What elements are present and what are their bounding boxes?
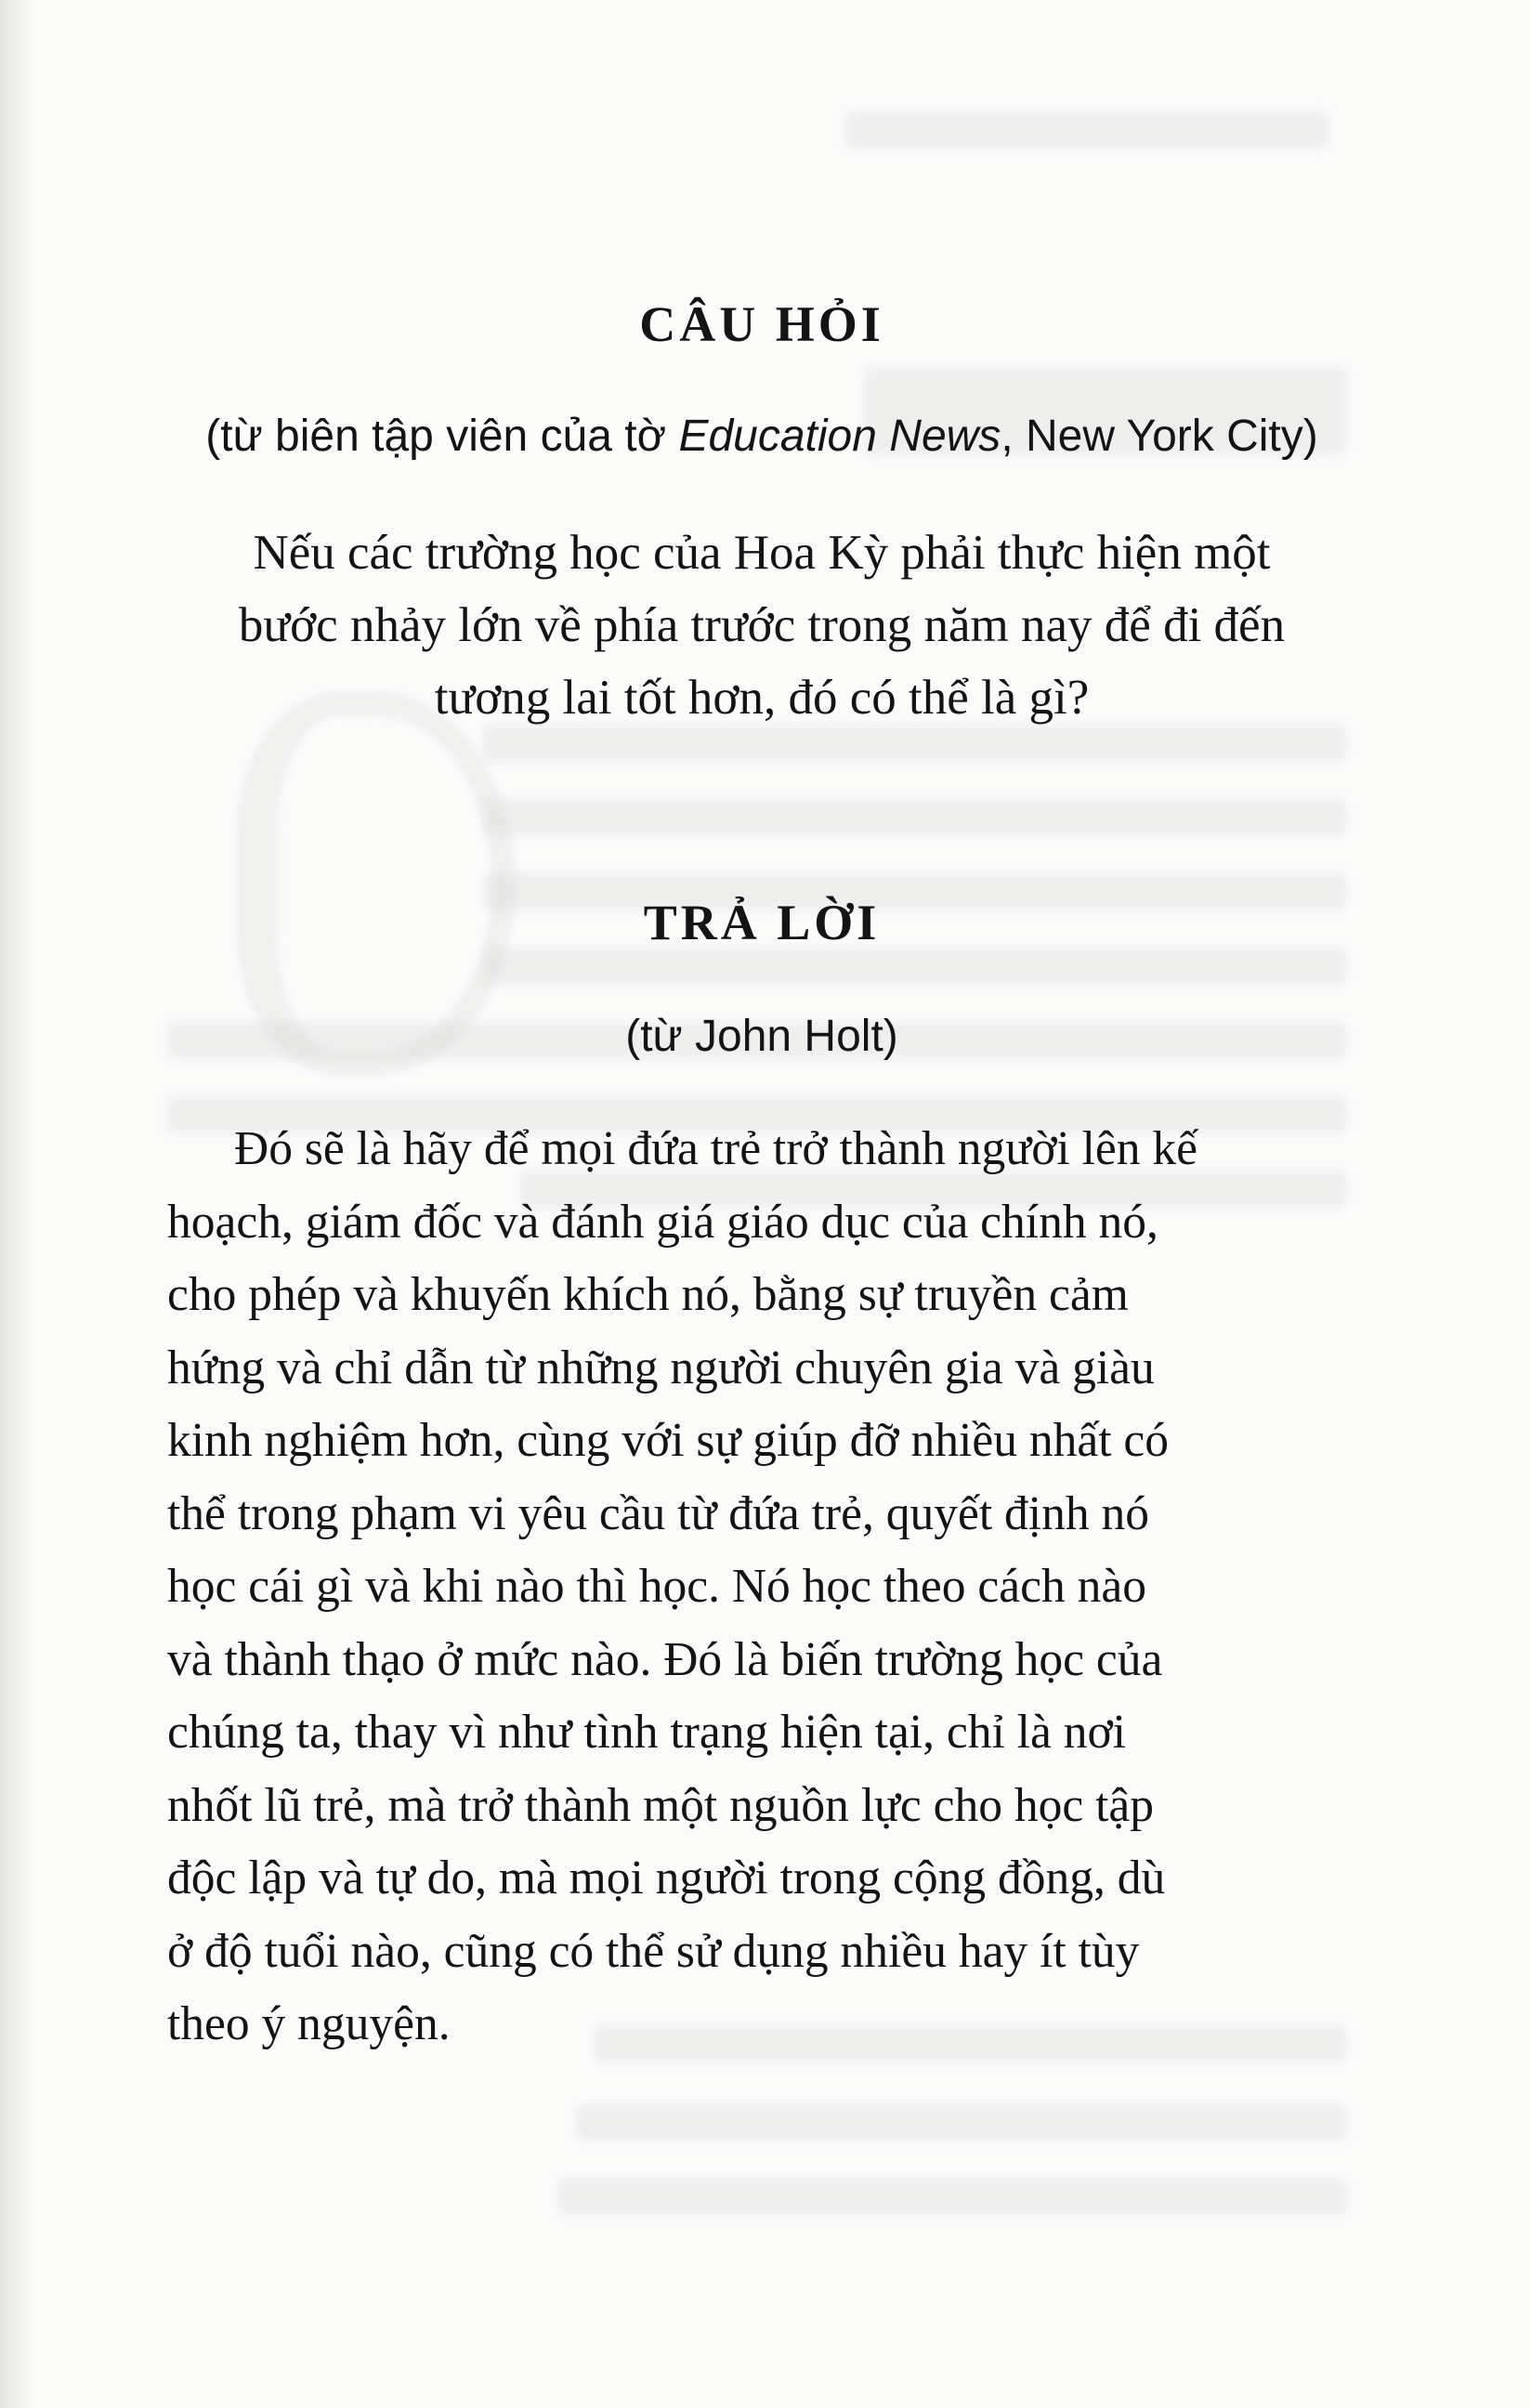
question-line: Nếu các trường học của Hoa Kỳ phải thực hiện một bbox=[253, 526, 1271, 580]
answer-line: hứng và chỉ dẫn từ những người chuyên gia và giàu bbox=[167, 1341, 1155, 1394]
answer-source: (từ John Holt) bbox=[625, 1012, 898, 1061]
answer-line: hoạch, giám đốc và đánh giá giáo dục của chính nó, bbox=[167, 1195, 1158, 1249]
question-source-suffix: , New York City) bbox=[1001, 412, 1318, 461]
bleed-through-text bbox=[483, 799, 1347, 836]
question-heading: CÂU HỎI bbox=[639, 296, 884, 352]
bleed-through-text bbox=[483, 948, 1347, 985]
answer-line: độc lập và tự do, mà mọi người trong cộng đồng, dù bbox=[167, 1852, 1166, 1904]
bleed-through-text bbox=[576, 2104, 1347, 2141]
question-line: bước nhảy lớn về phía trước trong năm nay để đi đến bbox=[238, 598, 1286, 652]
answer-line: nhốt lũ trẻ, mà trở thành một nguồn lực cho học tập bbox=[167, 1778, 1155, 1832]
answer-line: và thành thạo ở mức nào. Đó là biến trường học của bbox=[167, 1632, 1163, 1686]
answer-line: kinh nghiệm hơn, cùng với sự giúp đỡ nhiều nhất có bbox=[167, 1414, 1169, 1467]
question-line: tương lai tốt hơn, đó có thể là gì? bbox=[434, 671, 1090, 725]
answer-body bbox=[167, 1113, 1352, 2061]
bleed-through-text bbox=[557, 2179, 1347, 2216]
question-text bbox=[167, 517, 1356, 734]
answer-line: học cái gì và khi nào thì học. Nó học theo cách nào bbox=[167, 1560, 1146, 1613]
question-source-publication: Education News bbox=[678, 412, 1001, 461]
answer-line: thể trong phạm vi yêu cầu từ đứa trẻ, quyết định nó bbox=[167, 1486, 1149, 1540]
question-source bbox=[167, 411, 1356, 462]
answer-line: ở độ tuổi nào, cũng có thể sử dụng nhiều hay ít tùy bbox=[167, 1924, 1140, 1978]
answer-line: Đó sẽ là hãy để mọi đứa trẻ trở thành người lên kế bbox=[234, 1122, 1198, 1175]
answer-heading: TRẢ LỜI bbox=[643, 895, 881, 950]
answer-line: chúng ta, thay vì như tình trạng hiện tại, chỉ là nơi bbox=[167, 1706, 1126, 1759]
question-source-prefix: (từ biên tập viên của tờ bbox=[205, 412, 679, 461]
answer-line: cho phép và khuyến khích nó, bằng sự truyền cảm bbox=[167, 1268, 1129, 1321]
answer-line: theo ý nguyện. bbox=[167, 1997, 451, 2050]
bleed-through-header bbox=[845, 111, 1328, 149]
binding-shadow bbox=[0, 0, 37, 2408]
